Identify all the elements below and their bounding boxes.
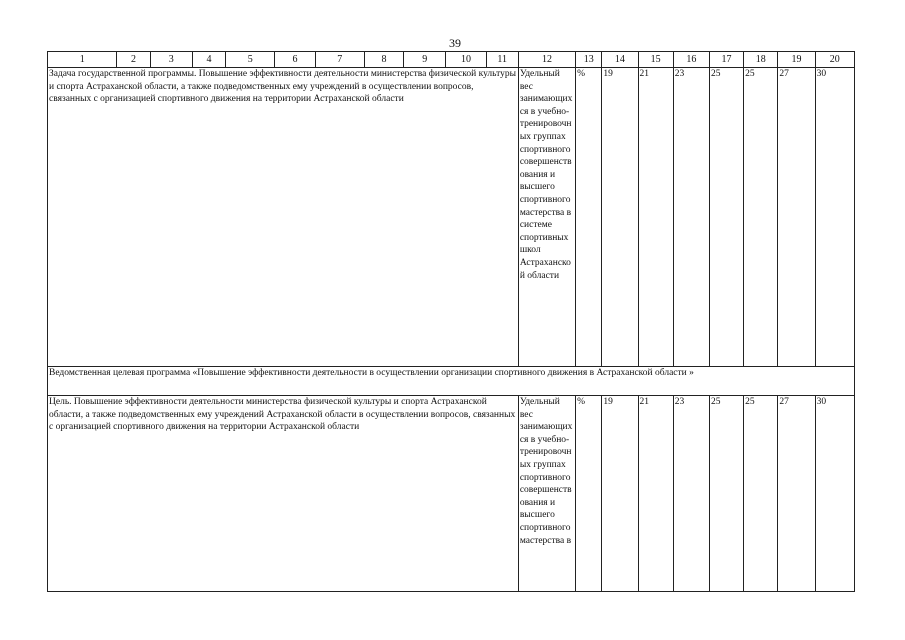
header-cell: 3 <box>150 52 192 68</box>
program-title: Ведомственная целевая программа «Повышение эффективности деятельности в осуществлении организации спортивного движения в Астраханской области » <box>48 367 855 396</box>
header-cell: 17 <box>709 52 743 68</box>
table-row-program <box>48 367 855 396</box>
header-cell: 4 <box>192 52 225 68</box>
indicators-table <box>47 51 855 592</box>
header-cell: 18 <box>744 52 778 68</box>
value-cell: 19 <box>602 68 638 367</box>
task-text: Задача государственной программы. Повышение эффективности деятельности министерства физической культуры и спорта Астраханской области, а также подведомственных ему учреждений в осуществлении вопросов, связанных с организацией спортивного движения на территории Астраханской области <box>48 68 519 367</box>
header-cell: 11 <box>486 52 518 68</box>
header-cell: 5 <box>226 52 275 68</box>
table-row-goal <box>48 396 855 592</box>
value-cell: 30 <box>815 396 854 592</box>
header-cell: 7 <box>315 52 364 68</box>
header-cell: 6 <box>275 52 315 68</box>
goal-text: Цель. Повышение эффективности деятельности министерства физической культуры и спорта Астраханской области, а также подведомственных ему учреждений Астраханской области в осуществлении вопросов, связанных с организацией спортивного движения на территории Астраханской области <box>48 396 519 592</box>
indicator-cell: Удельный вес занимающихся в учебно-тренировочных группах спортивного совершенствования и высшего спортивного мастерства в <box>518 396 575 592</box>
value-cell: 19 <box>602 396 638 592</box>
value-cell: 27 <box>778 396 815 592</box>
header-row <box>48 52 855 68</box>
unit-cell: % <box>576 396 602 592</box>
header-cell: 10 <box>446 52 486 68</box>
value-cell: 23 <box>673 396 709 592</box>
header-cell: 15 <box>638 52 673 68</box>
header-cell: 14 <box>602 52 638 68</box>
header-cell: 20 <box>815 52 854 68</box>
value-cell: 25 <box>744 68 778 367</box>
page-number: 39 <box>449 36 461 50</box>
header-cell: 1 <box>48 52 117 68</box>
value-cell: 25 <box>709 68 743 367</box>
header-cell: 19 <box>778 52 815 68</box>
value-cell: 25 <box>709 396 743 592</box>
header-cell: 13 <box>576 52 602 68</box>
value-cell: 21 <box>638 68 673 367</box>
value-cell: 27 <box>778 68 815 367</box>
header-cell: 16 <box>673 52 709 68</box>
value-cell: 30 <box>815 68 854 367</box>
header-cell: 8 <box>364 52 403 68</box>
unit-cell: % <box>576 68 602 367</box>
value-cell: 21 <box>638 396 673 592</box>
value-cell: 23 <box>673 68 709 367</box>
indicator-cell: Удельный вес занимающихся в учебно-тренировочных группах спортивного совершенствования и высшего спортивного мастерства в системе спортивных школ Астраханской области <box>518 68 575 367</box>
header-cell: 12 <box>518 52 575 68</box>
value-cell: 25 <box>744 396 778 592</box>
header-cell: 2 <box>117 52 150 68</box>
header-cell: 9 <box>404 52 446 68</box>
table-row-task <box>48 68 855 367</box>
